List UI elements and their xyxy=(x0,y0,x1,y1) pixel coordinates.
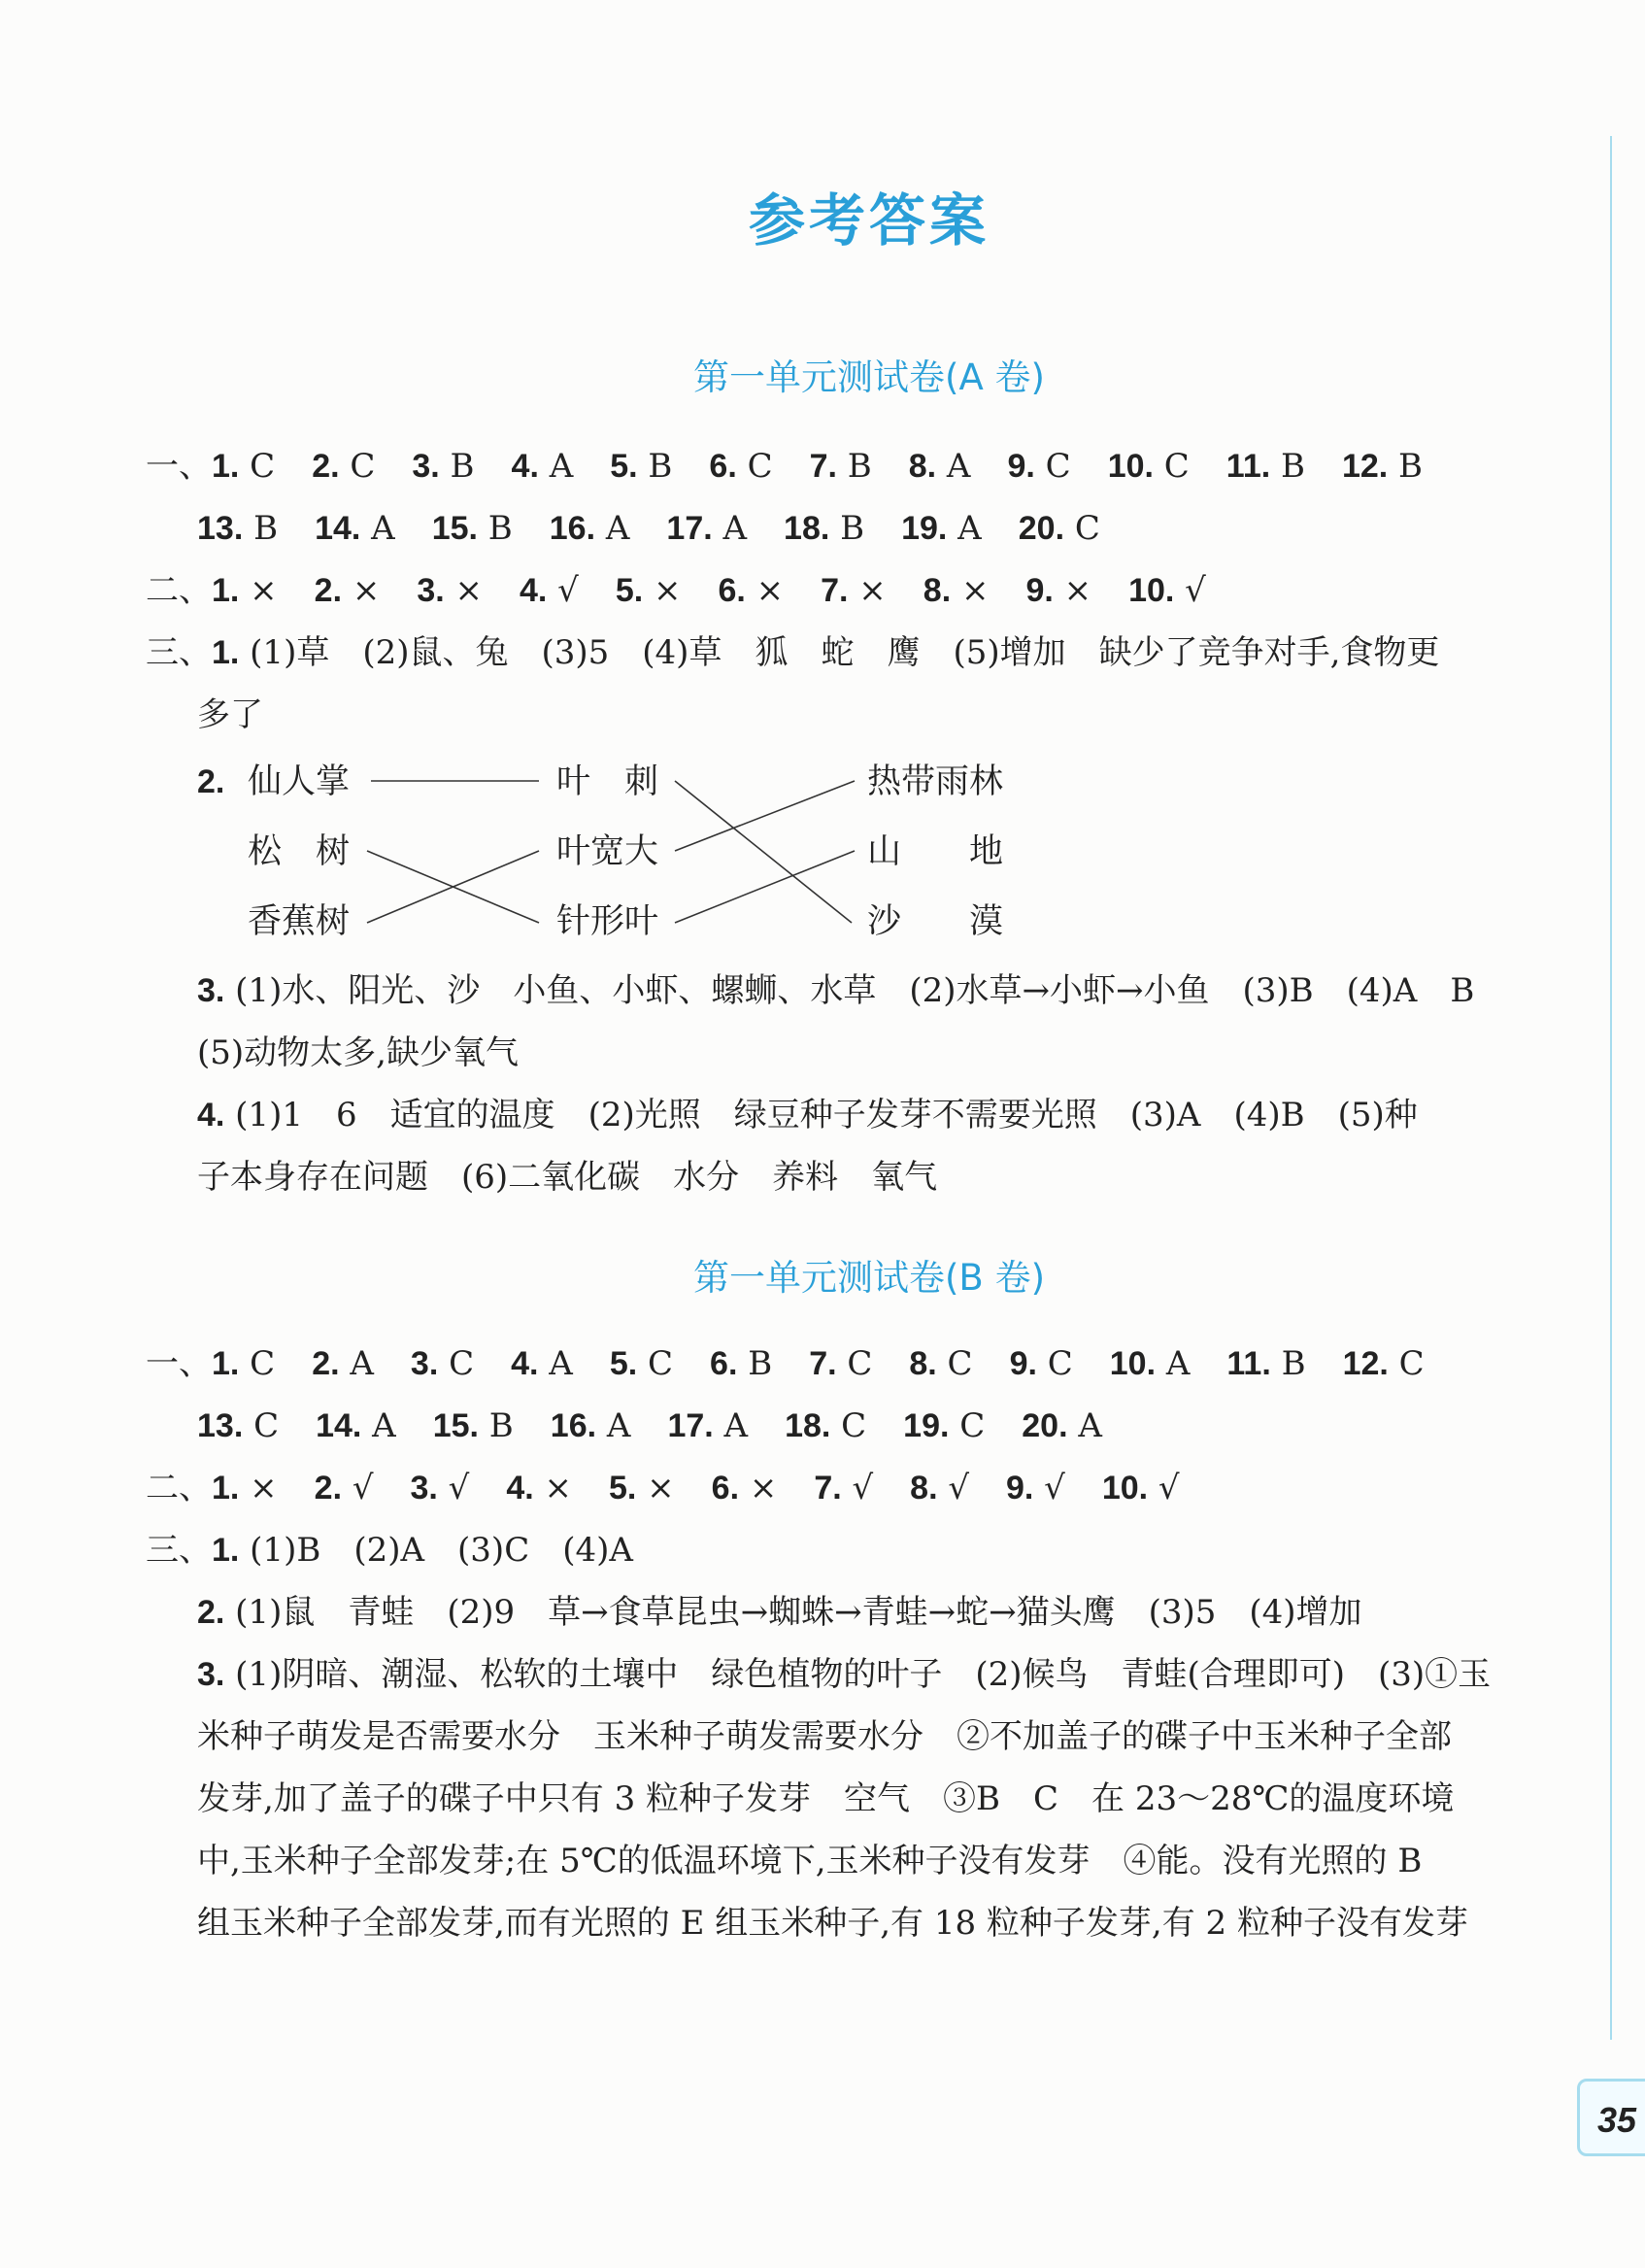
match-mid-item: 叶宽大 xyxy=(556,832,659,871)
question-number: 7. xyxy=(809,1345,837,1382)
a-q2-label: 二、 xyxy=(146,571,212,610)
answer-value: C xyxy=(1388,1344,1425,1383)
b-q1-row1 xyxy=(146,1344,1461,1383)
answer-item xyxy=(610,1344,673,1383)
question-number: 5. xyxy=(609,1345,638,1382)
answer-item xyxy=(212,1469,278,1507)
question-number: 1. xyxy=(212,572,240,609)
answer-value: √ xyxy=(1174,571,1206,610)
answer-value: × xyxy=(848,571,887,610)
answer-item xyxy=(712,1469,778,1507)
answer-value: A xyxy=(936,447,971,486)
b-q3-3-line2: 米种子萌发是否需要水分 玉米种子萌发需要水分 ②不加盖子的碟子中玉米种子全部 xyxy=(197,1717,1452,1756)
question-number: 18. xyxy=(785,1407,831,1444)
a-q3-label: 三、 xyxy=(146,633,212,672)
answer-item xyxy=(212,1344,275,1383)
answer-value: × xyxy=(636,1469,675,1507)
match-left-item: 松 树 xyxy=(248,832,351,871)
a-q3-4-line1 xyxy=(197,1096,1418,1134)
match-lines xyxy=(0,0,1645,971)
answer-value: √ xyxy=(547,571,579,610)
question-number: 17. xyxy=(666,510,713,547)
answer-value: C xyxy=(243,1406,280,1445)
match-right-item: 山 地 xyxy=(867,832,1004,871)
question-number: 10. xyxy=(1128,572,1175,609)
section-b-title: 第一单元测试卷(B 卷) xyxy=(692,1257,1045,1299)
answer-value: B xyxy=(737,1344,773,1383)
question-number: 7. xyxy=(809,448,837,485)
question-number: 7. xyxy=(814,1470,842,1506)
answer-value: B xyxy=(836,447,872,486)
match-mid-item: 叶 刺 xyxy=(556,762,659,801)
answer-text: (1)草 (2)鼠、兔 (3)5 (4)草 狐 蛇 鹰 (5)增加 缺少了竞争对手,食物更 xyxy=(250,633,1440,672)
a-q1-label: 一、 xyxy=(146,447,212,486)
question-number: 18. xyxy=(784,510,830,547)
answer-value: A xyxy=(1156,1344,1191,1383)
answer-text: (1)水、阳光、沙 小鱼、小虾、螺蛳、水草 (2)水草→小虾→小鱼 (3)B (4)A B xyxy=(235,971,1475,1010)
answer-item xyxy=(316,1406,396,1445)
question-number: 3. xyxy=(410,1345,439,1382)
answer-item xyxy=(1226,1344,1305,1383)
question-number: 11. xyxy=(1226,1345,1271,1382)
answer-value: A xyxy=(712,509,748,548)
answer-value: B xyxy=(479,1406,514,1445)
answer-value: A xyxy=(1067,1406,1102,1445)
answer-item xyxy=(1006,1469,1065,1507)
match-left-item: 香蕉树 xyxy=(248,902,351,941)
answer-value: C xyxy=(339,447,376,486)
answer-value: C xyxy=(1153,447,1190,486)
question-number: 4. xyxy=(511,1345,539,1382)
a-q3-4-line2: 子本身存在问题 (6)二氧化碳 水分 养料 氧气 xyxy=(197,1158,938,1197)
match-left-item: 仙人掌 xyxy=(248,762,351,801)
question-number: 9. xyxy=(1025,572,1054,609)
question-number: 1. xyxy=(212,1532,240,1569)
question-number: 8. xyxy=(923,572,952,609)
answer-value: B xyxy=(1270,447,1305,486)
answer-value: C xyxy=(949,1406,986,1445)
answer-item xyxy=(1022,1406,1102,1445)
question-number: 2. xyxy=(312,448,340,485)
answer-value: √ xyxy=(1148,1469,1180,1507)
question-number: 10. xyxy=(1107,448,1154,485)
answer-text: (1)阴暗、潮湿、松软的土壤中 绿色植物的叶子 (2)候鸟 青蛙(合理即可) (3)①玉 xyxy=(235,1655,1492,1694)
question-number: 9. xyxy=(1009,1345,1037,1382)
answer-item xyxy=(1102,1469,1180,1507)
answer-value: B xyxy=(243,509,279,548)
answer-value: √ xyxy=(841,1469,874,1507)
question-number: 14. xyxy=(315,510,361,547)
b-q2-label: 二、 xyxy=(146,1469,212,1507)
question-number: 2. xyxy=(312,1345,340,1382)
answer-value: A xyxy=(339,1344,374,1383)
b-q1-row2 xyxy=(197,1406,1139,1445)
question-number: 15. xyxy=(432,1407,479,1444)
question-number: 20. xyxy=(1018,510,1065,547)
answer-item xyxy=(551,1406,631,1445)
answer-value: A xyxy=(713,1406,749,1445)
answer-item xyxy=(814,1469,873,1507)
question-number: 3. xyxy=(417,572,445,609)
answer-list xyxy=(212,1469,1217,1507)
answer-value: C xyxy=(936,1344,973,1383)
answer-value: A xyxy=(596,1406,631,1445)
answer-value: × xyxy=(239,571,278,610)
question-number: 20. xyxy=(1022,1407,1068,1444)
question-number: 13. xyxy=(197,510,244,547)
b-q3-1-line1 xyxy=(146,1531,633,1570)
answer-item xyxy=(433,1406,514,1445)
answer-value: B xyxy=(477,509,513,548)
question-number: 8. xyxy=(910,1470,938,1506)
answer-item xyxy=(809,1344,872,1383)
question-number: 10. xyxy=(1109,1345,1157,1382)
question-number: 14. xyxy=(316,1407,362,1444)
answer-text: (1)B (2)A (3)C (4)A xyxy=(250,1531,633,1570)
answer-value: × xyxy=(739,1469,778,1507)
question-number: 10. xyxy=(1101,1470,1149,1506)
b-q3-3-line5: 组玉米种子全部发芽,而有光照的 E 组玉米种子,有 18 粒种子发芽,有 2 粒种子没有发芽 xyxy=(197,1904,1468,1943)
question-number: 4. xyxy=(511,448,539,485)
answer-value: × xyxy=(444,571,483,610)
question-number: 15. xyxy=(431,510,478,547)
question-number: 1. xyxy=(212,1470,240,1506)
question-number: 3. xyxy=(197,972,225,1009)
question-number: 2. xyxy=(314,1470,343,1506)
answer-item xyxy=(1343,1344,1425,1383)
question-number: 5. xyxy=(615,572,644,609)
question-number: 9. xyxy=(1006,1470,1034,1506)
answer-value: C xyxy=(830,1406,867,1445)
answer-value: C xyxy=(736,447,773,486)
question-number: 6. xyxy=(710,1345,738,1382)
question-number: 12. xyxy=(1341,448,1389,485)
section-a-title: 第一单元测试卷(A 卷) xyxy=(693,356,1045,398)
answer-value: C xyxy=(637,1344,674,1383)
a-q3-3-line2: (5)动物太多,缺少氧气 xyxy=(197,1033,519,1072)
question-number: 4. xyxy=(506,1470,534,1506)
answer-item xyxy=(411,1344,474,1383)
answer-value: × xyxy=(643,571,682,610)
answer-value: A xyxy=(360,509,395,548)
answer-value: C xyxy=(239,447,276,486)
question-number: 1. xyxy=(212,1345,240,1382)
b-q3-label: 三、 xyxy=(146,1531,212,1570)
answer-value: × xyxy=(1053,571,1092,610)
question-number: 3. xyxy=(197,1656,225,1693)
question-number: 16. xyxy=(549,510,596,547)
answer-value: C xyxy=(836,1344,873,1383)
answer-item xyxy=(910,1469,969,1507)
b-q3-3-line4: 中,玉米种子全部发芽;在 5℃的低温环境下,玉米种子没有发芽 ④能。没有光照的 B xyxy=(197,1842,1423,1880)
page-number: 35 xyxy=(1577,2079,1645,2156)
a-q3-1-line2: 多了 xyxy=(197,695,263,734)
b-q1-label: 一、 xyxy=(146,1344,212,1383)
match-mid-item: 针形叶 xyxy=(556,902,659,941)
question-number: 17. xyxy=(667,1407,714,1444)
question-number: 19. xyxy=(901,510,948,547)
question-number: 4. xyxy=(197,1097,225,1134)
match-right-item: 热带雨林 xyxy=(867,762,1004,801)
answer-value: A xyxy=(538,447,574,486)
question-number: 8. xyxy=(908,448,937,485)
answer-value: C xyxy=(239,1344,276,1383)
answer-item xyxy=(609,1469,675,1507)
answer-value: √ xyxy=(1033,1469,1065,1507)
answer-value: C xyxy=(1064,509,1100,548)
answer-value: × xyxy=(533,1469,572,1507)
answer-item xyxy=(197,1406,279,1445)
answer-value: √ xyxy=(937,1469,969,1507)
match-line xyxy=(675,781,855,851)
answer-value: √ xyxy=(437,1469,470,1507)
question-number: 1. xyxy=(212,448,240,485)
answer-value: × xyxy=(745,571,785,610)
answer-item xyxy=(312,1344,374,1383)
answer-item xyxy=(1110,1344,1191,1383)
answer-item xyxy=(411,1469,470,1507)
answer-item xyxy=(710,1344,772,1383)
answer-value: A xyxy=(538,1344,573,1383)
answer-item xyxy=(511,1344,573,1383)
answer-value: C xyxy=(1036,1344,1073,1383)
answer-value: × xyxy=(342,571,381,610)
question-number: 1. xyxy=(212,634,240,671)
question-number: 6. xyxy=(709,448,737,485)
match-line xyxy=(675,781,852,923)
answer-value: B xyxy=(439,447,475,486)
b-q3-3-line3: 发芽,加了盖子的碟子中只有 3 粒种子发芽 空气 ③B C 在 23～28℃的温度环境 xyxy=(197,1779,1455,1818)
question-number: 12. xyxy=(1342,1345,1389,1382)
answer-list xyxy=(212,1344,1461,1383)
b-q2-row xyxy=(146,1469,1217,1507)
question-number: 3. xyxy=(412,448,440,485)
question-number: 6. xyxy=(711,1470,740,1506)
answer-item xyxy=(315,1469,374,1507)
answer-value: B xyxy=(1270,1344,1306,1383)
answer-item xyxy=(506,1469,572,1507)
answer-value: × xyxy=(239,1469,278,1507)
question-number: 9. xyxy=(1007,448,1035,485)
answer-value: A xyxy=(595,509,630,548)
match-right-item: 沙 漠 xyxy=(867,902,1004,941)
answer-text: (1)鼠 青蛙 (2)9 草→食草昆虫→蜘蛛→青蛙→蛇→猫头鹰 (3)5 (4)增加 xyxy=(235,1593,1362,1632)
question-number: 4. xyxy=(519,572,548,609)
answer-item xyxy=(1010,1344,1073,1383)
answer-value: × xyxy=(951,571,990,610)
question-number: 16. xyxy=(550,1407,597,1444)
a-q3-3-line1 xyxy=(197,971,1474,1010)
question-number: 2. xyxy=(314,572,343,609)
question-number: 6. xyxy=(718,572,746,609)
a-q3-2-number: 2. xyxy=(197,763,225,800)
answer-text: (1)1 6 适宜的温度 (2)光照 绿豆种子发芽不需要光照 (3)A (4)B (5)种 xyxy=(235,1096,1418,1134)
question-number: 3. xyxy=(410,1470,438,1506)
answer-value: A xyxy=(947,509,982,548)
answer-value: C xyxy=(1034,447,1071,486)
page-title: 参考答案 xyxy=(748,187,990,254)
answer-value: B xyxy=(1388,447,1424,486)
answer-value: B xyxy=(637,447,673,486)
answer-value: A xyxy=(361,1406,396,1445)
b-q3-2-line1 xyxy=(197,1593,1362,1632)
question-number: 11. xyxy=(1225,448,1271,485)
answer-value: B xyxy=(829,509,865,548)
answer-value: √ xyxy=(342,1469,374,1507)
answer-item xyxy=(785,1406,866,1445)
question-number: 19. xyxy=(903,1407,950,1444)
question-number: 5. xyxy=(610,448,638,485)
answer-item xyxy=(909,1344,972,1383)
question-number: 5. xyxy=(609,1470,637,1506)
question-number: 8. xyxy=(909,1345,937,1382)
b-q3-3-line1 xyxy=(197,1655,1491,1694)
question-number: 7. xyxy=(821,572,849,609)
match-line xyxy=(675,851,855,923)
answer-item xyxy=(667,1406,748,1445)
question-number: 2. xyxy=(197,1594,225,1631)
answer-item xyxy=(903,1406,985,1445)
answer-value: C xyxy=(438,1344,475,1383)
question-number: 13. xyxy=(197,1407,244,1444)
